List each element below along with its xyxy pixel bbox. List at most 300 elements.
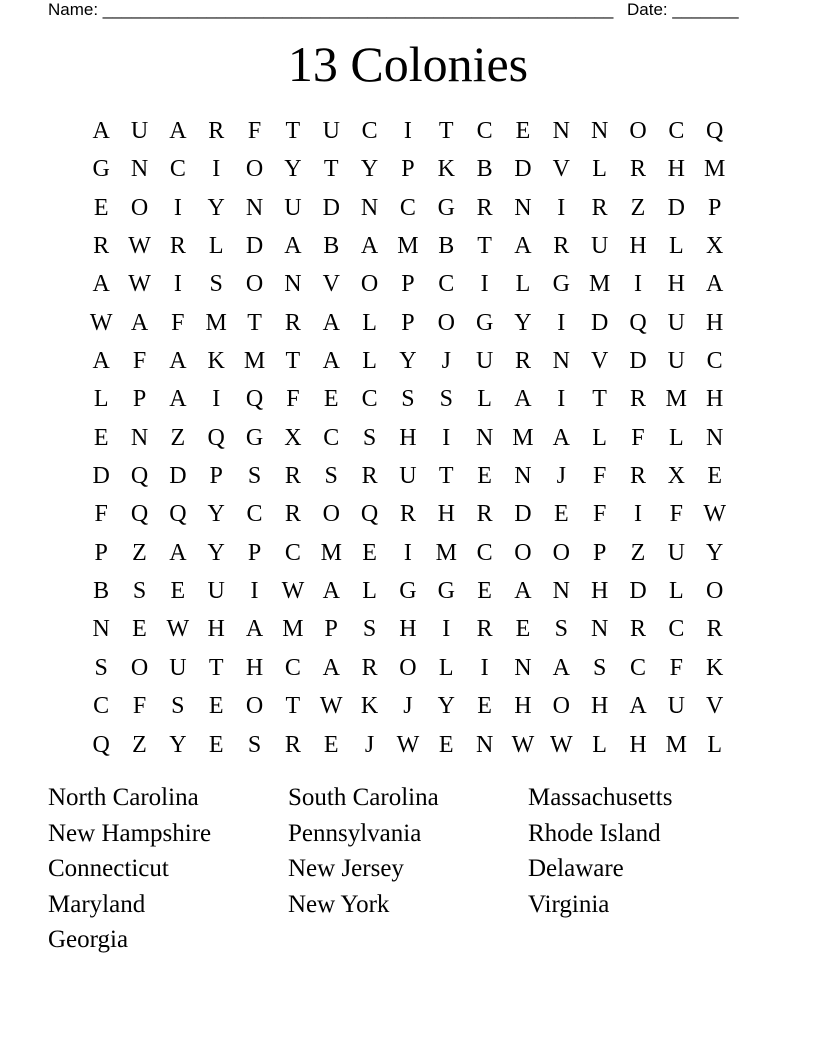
- word-list-item: Rhode Island: [528, 819, 661, 847]
- grid-letter: F: [171, 309, 185, 336]
- grid-row: [82, 227, 734, 265]
- grid-letter: H: [667, 271, 685, 298]
- grid-letter: R: [553, 233, 570, 260]
- grid-letter: U: [667, 348, 685, 375]
- grid-letter: H: [590, 578, 609, 605]
- grid-letter: Y: [207, 501, 225, 528]
- grid-letter: O: [514, 539, 532, 566]
- grid-letter: C: [706, 348, 723, 375]
- grid-letter: R: [169, 233, 186, 260]
- grid-letter: V: [552, 156, 570, 183]
- grid-letter: P: [94, 539, 108, 566]
- grid-letter: N: [590, 616, 609, 643]
- grid-letter: Y: [207, 539, 225, 566]
- grid-letter: I: [480, 654, 489, 681]
- grid-letter: P: [401, 271, 415, 298]
- word-list-item: Connecticut: [48, 855, 169, 883]
- grid-letter: C: [361, 118, 378, 144]
- grid-letter: E: [93, 424, 109, 451]
- grid-letter: E: [515, 118, 531, 144]
- grid-letter: Y: [706, 539, 724, 566]
- grid-letter: N: [552, 578, 570, 605]
- grid-letter: Y: [437, 693, 455, 720]
- grid-letter: M: [397, 233, 419, 260]
- grid-letter: F: [669, 501, 683, 528]
- grid-letter: M: [588, 271, 611, 298]
- grid-letter: W: [511, 731, 535, 758]
- grid-letter: M: [665, 386, 687, 413]
- grid-letter: A: [514, 233, 532, 260]
- grid-letter: U: [667, 309, 685, 336]
- grid-letter: Q: [169, 501, 187, 528]
- grid-letter: R: [93, 233, 110, 260]
- grid-letter: A: [92, 118, 110, 144]
- grid-letter: A: [284, 233, 302, 260]
- grid-letter: L: [668, 233, 684, 260]
- grid-row: [82, 726, 734, 764]
- word-list-item: Massachusetts: [528, 784, 673, 811]
- grid-letter: N: [475, 424, 494, 451]
- grid-letter: E: [208, 693, 224, 720]
- word-list-item: New Jersey: [288, 855, 404, 883]
- grid-letter: G: [245, 424, 264, 451]
- grid-letter: Q: [360, 501, 379, 528]
- grid-letter: M: [704, 156, 726, 183]
- grid-letter: G: [399, 578, 417, 605]
- grid-letter: J: [441, 348, 451, 375]
- grid-letter: C: [438, 271, 455, 298]
- grid-row: [82, 112, 734, 150]
- word-list: [48, 780, 768, 958]
- grid-letter: U: [284, 194, 302, 221]
- word-list-item: Pennsylvania: [288, 819, 422, 847]
- grid-letter: L: [93, 386, 109, 413]
- grid-letter: R: [706, 616, 723, 643]
- page-title: 13 Colonies: [287, 36, 529, 92]
- grid-letter: Z: [170, 424, 186, 451]
- grid-letter: P: [707, 194, 722, 221]
- grid-letter: F: [592, 501, 607, 528]
- grid-letter: Z: [630, 539, 646, 566]
- grid-row: [82, 342, 734, 380]
- grid-letter: W: [89, 309, 113, 336]
- grid-letter: S: [247, 463, 262, 490]
- grid-letter: T: [477, 233, 492, 260]
- grid-letter: O: [360, 271, 379, 298]
- grid-letter: M: [282, 616, 304, 643]
- grid-letter: B: [323, 233, 340, 260]
- grid-letter: L: [668, 578, 684, 605]
- grid-letter: L: [438, 654, 454, 681]
- grid-letter: R: [591, 194, 608, 221]
- grid-row: [82, 687, 734, 725]
- grid-letter: S: [132, 578, 147, 605]
- grid-row: [82, 265, 734, 303]
- grid-letter: O: [437, 309, 455, 336]
- grid-letter: I: [442, 616, 451, 643]
- grid-letter: T: [285, 693, 301, 720]
- grid-letter: I: [212, 156, 221, 183]
- grid-letter: A: [514, 386, 532, 413]
- grid-letter: X: [667, 463, 685, 490]
- grid-letter: E: [438, 731, 454, 758]
- grid-letter: R: [208, 118, 225, 144]
- date-field: Date: _______: [627, 0, 739, 19]
- grid-letter: R: [284, 309, 301, 336]
- grid-letter: D: [667, 194, 685, 221]
- grid-letter: Y: [169, 731, 187, 758]
- grid-letter: I: [403, 118, 412, 144]
- grid-letter: Y: [399, 348, 417, 375]
- grid-letter: W: [166, 616, 190, 643]
- grid-letter: C: [668, 616, 685, 643]
- grid-letter: A: [169, 348, 187, 375]
- grid-letter: B: [476, 156, 493, 183]
- grid-letter: B: [93, 578, 110, 605]
- grid-letter: E: [93, 194, 109, 221]
- grid-letter: H: [514, 693, 532, 720]
- grid-letter: N: [590, 118, 609, 144]
- grid-letter: U: [667, 693, 685, 720]
- grid-letter: N: [514, 463, 532, 490]
- grid-letter: E: [477, 693, 492, 720]
- grid-letter: D: [629, 578, 647, 605]
- grid-letter: Q: [130, 463, 149, 490]
- grid-letter: L: [668, 424, 684, 451]
- grid-letter: I: [250, 578, 259, 605]
- grid-letter: E: [323, 731, 339, 758]
- grid-letter: E: [132, 616, 147, 643]
- grid-letter: C: [93, 693, 110, 720]
- grid-letter: C: [629, 654, 646, 681]
- grid-letter: T: [285, 118, 301, 144]
- grid-letter: O: [245, 693, 264, 720]
- grid-letter: R: [514, 348, 531, 375]
- grid-letter: R: [629, 386, 646, 413]
- grid-letter: K: [437, 156, 455, 183]
- grid-letter: L: [477, 386, 492, 413]
- grid-letter: N: [706, 424, 724, 451]
- grid-letter: L: [362, 348, 377, 375]
- grid-letter: O: [552, 693, 570, 720]
- grid-letter: E: [170, 578, 186, 605]
- grid-letter: D: [514, 156, 532, 183]
- grid-letter: P: [401, 309, 415, 336]
- grid-letter: T: [438, 463, 454, 490]
- grid-letter: A: [360, 233, 379, 260]
- grid-letter: L: [592, 731, 607, 758]
- grid-letter: P: [209, 463, 223, 490]
- grid-letter: Q: [629, 309, 647, 336]
- grid-letter: W: [128, 271, 151, 298]
- grid-letter: N: [130, 424, 149, 451]
- grid-letter: I: [403, 539, 412, 566]
- grid-letter: J: [364, 731, 375, 758]
- grid-letter: H: [667, 156, 685, 183]
- grid-letter: O: [552, 539, 570, 566]
- grid-letter: A: [322, 654, 340, 681]
- grid-letter: U: [130, 118, 149, 144]
- grid-letter: P: [247, 539, 262, 566]
- grid-letter: S: [362, 616, 377, 643]
- grid-letter: Y: [514, 309, 532, 336]
- grid-letter: E: [515, 616, 531, 643]
- grid-letter: A: [514, 578, 532, 605]
- grid-letter: V: [322, 271, 340, 298]
- grid-letter: N: [514, 194, 532, 221]
- grid-letter: S: [209, 271, 223, 298]
- grid-letter: S: [592, 654, 607, 681]
- grid-letter: Q: [245, 386, 264, 413]
- grid-letter: G: [437, 578, 455, 605]
- grid-letter: R: [361, 463, 378, 490]
- grid-letter: W: [281, 578, 305, 605]
- grid-letter: L: [515, 271, 531, 298]
- grid-letter: T: [592, 386, 607, 413]
- grid-letter: P: [401, 156, 415, 183]
- word-list-item: Delaware: [528, 855, 624, 883]
- grid-letter: A: [552, 424, 570, 451]
- grid-letter: Q: [92, 731, 110, 758]
- word-list-item: Virginia: [528, 890, 610, 918]
- grid-letter: Q: [706, 118, 724, 144]
- grid-letter: R: [284, 463, 301, 490]
- grid-letter: W: [703, 501, 726, 528]
- grid-row: [82, 150, 734, 188]
- name-field: Name: ______________________________________________________: [48, 0, 614, 19]
- grid-letter: E: [323, 386, 339, 413]
- grid-letter: I: [480, 271, 489, 298]
- grid-letter: D: [169, 463, 187, 490]
- grid-letter: U: [207, 578, 225, 605]
- grid-letter: M: [665, 731, 687, 758]
- grid-letter: H: [629, 233, 647, 260]
- grid-letter: Z: [132, 539, 147, 566]
- grid-letter: O: [130, 654, 149, 681]
- grid-letter: H: [399, 616, 417, 643]
- grid-letter: C: [476, 539, 493, 566]
- grid-letter: A: [322, 309, 340, 336]
- grid-letter: G: [475, 309, 494, 336]
- grid-letter: S: [554, 616, 568, 643]
- grid-letter: D: [514, 501, 532, 528]
- grid-letter: V: [706, 693, 724, 720]
- grid-letter: D: [322, 194, 340, 221]
- grid-letter: L: [362, 309, 377, 336]
- grid-letter: U: [399, 463, 417, 490]
- grid-letter: J: [556, 463, 566, 490]
- grid-letter: C: [284, 539, 301, 566]
- grid-letter: Y: [207, 194, 225, 221]
- grid-letter: A: [245, 616, 264, 643]
- grid-letter: O: [322, 501, 340, 528]
- grid-letter: O: [706, 578, 724, 605]
- grid-letter: N: [360, 194, 379, 221]
- grid-letter: T: [247, 309, 262, 336]
- grid-letter: F: [669, 654, 683, 681]
- grid-row: [82, 189, 734, 227]
- grid-letter: H: [437, 501, 455, 528]
- grid-letter: O: [399, 654, 417, 681]
- grid-row: [82, 649, 734, 687]
- word-list-item: New Hampshire: [48, 819, 212, 847]
- grid-letter: M: [205, 309, 227, 336]
- grid-letter: I: [173, 271, 182, 298]
- grid-letter: F: [132, 348, 147, 375]
- grid-letter: F: [132, 693, 147, 720]
- grid-letter: M: [243, 348, 266, 375]
- grid-letter: P: [132, 386, 147, 413]
- grid-letter: W: [396, 731, 420, 758]
- grid-letter: A: [169, 539, 187, 566]
- grid-row: [82, 572, 734, 610]
- grid-letter: H: [399, 424, 417, 451]
- grid-letter: E: [208, 731, 224, 758]
- grid-letter: F: [247, 118, 262, 144]
- grid-letter: S: [94, 654, 108, 681]
- grid-letter: N: [92, 616, 110, 643]
- grid-letter: N: [475, 731, 494, 758]
- grid-letter: H: [629, 731, 647, 758]
- grid-letter: M: [320, 539, 342, 566]
- word-list-item: New York: [288, 890, 390, 918]
- grid-letter: E: [553, 501, 569, 528]
- grid-letter: E: [477, 578, 492, 605]
- grid-letter: C: [169, 156, 186, 183]
- grid-letter: C: [399, 194, 416, 221]
- grid-letter: S: [171, 693, 185, 720]
- grid-letter: W: [319, 693, 343, 720]
- grid-letter: R: [284, 731, 301, 758]
- grid-row: [82, 534, 734, 572]
- grid-letter: A: [130, 309, 149, 336]
- grid-letter: S: [362, 424, 377, 451]
- grid-letter: T: [208, 654, 224, 681]
- grid-letter: R: [361, 654, 378, 681]
- grid-letter: D: [245, 233, 264, 260]
- grid-letter: X: [284, 424, 302, 451]
- grid-letter: K: [207, 348, 225, 375]
- grid-letter: G: [437, 194, 455, 221]
- grid-letter: N: [552, 348, 570, 375]
- grid-letter: V: [590, 348, 609, 375]
- grid-letter: C: [323, 424, 340, 451]
- word-list-item: Maryland: [48, 890, 146, 918]
- grid-letter: I: [173, 194, 182, 221]
- grid-letter: U: [169, 654, 187, 681]
- grid-letter: C: [476, 118, 493, 144]
- grid-letter: S: [439, 386, 453, 413]
- grid-letter: H: [706, 309, 724, 336]
- grid-letter: L: [208, 233, 224, 260]
- grid-letter: C: [246, 501, 263, 528]
- grid-letter: Q: [130, 501, 149, 528]
- grid-letter: G: [92, 156, 110, 183]
- grid-letter: W: [549, 731, 573, 758]
- grid-letter: N: [130, 156, 149, 183]
- grid-row: [82, 419, 734, 457]
- grid-letter: X: [706, 233, 724, 260]
- grid-letter: A: [92, 348, 110, 375]
- grid-letter: I: [442, 424, 451, 451]
- grid-letter: U: [590, 233, 609, 260]
- grid-letter: N: [245, 194, 264, 221]
- grid-letter: F: [94, 501, 108, 528]
- grid-letter: B: [438, 233, 455, 260]
- grid-letter: W: [128, 233, 151, 260]
- grid-letter: R: [476, 194, 493, 221]
- grid-letter: K: [706, 654, 724, 681]
- grid-letter: R: [476, 501, 493, 528]
- grid-letter: O: [245, 271, 264, 298]
- grid-letter: O: [130, 194, 149, 221]
- grid-letter: O: [629, 118, 647, 144]
- grid-letter: Z: [630, 194, 646, 221]
- grid-letter: I: [212, 386, 221, 413]
- grid-letter: D: [92, 463, 110, 490]
- grid-letter: M: [435, 539, 457, 566]
- grid-letter: R: [284, 501, 301, 528]
- grid-letter: L: [592, 424, 607, 451]
- word-list-item: South Carolina: [288, 784, 439, 811]
- grid-letter: R: [399, 501, 416, 528]
- grid-letter: D: [629, 348, 647, 375]
- grid-letter: I: [557, 309, 566, 336]
- grid-letter: D: [590, 309, 609, 336]
- grid-letter: F: [286, 386, 300, 413]
- grid-letter: Z: [132, 731, 147, 758]
- grid-letter: R: [629, 156, 646, 183]
- grid-letter: S: [401, 386, 415, 413]
- grid-letter: F: [592, 463, 607, 490]
- grid-letter: Y: [360, 156, 379, 183]
- grid-letter: E: [362, 539, 377, 566]
- grid-letter: A: [322, 578, 340, 605]
- grid-letter: M: [512, 424, 534, 451]
- grid-row: [82, 495, 734, 533]
- grid-letter: Q: [207, 424, 225, 451]
- grid-letter: L: [707, 731, 722, 758]
- grid-letter: H: [706, 386, 724, 413]
- grid-letter: U: [475, 348, 494, 375]
- grid-letter: H: [207, 616, 225, 643]
- grid-letter: T: [438, 118, 454, 144]
- grid-letter: A: [706, 271, 724, 298]
- grid-row: [82, 304, 734, 342]
- grid-letter: F: [631, 424, 645, 451]
- grid-letter: A: [552, 654, 570, 681]
- grid-row: [82, 457, 734, 495]
- grid-letter: E: [477, 463, 492, 490]
- grid-letter: T: [285, 348, 301, 375]
- grid-letter: N: [552, 118, 570, 144]
- grid-letter: L: [592, 156, 607, 183]
- grid-letter: C: [284, 654, 301, 681]
- grid-letter: E: [707, 463, 722, 490]
- grid-letter: I: [633, 271, 642, 298]
- grid-letter: A: [169, 386, 187, 413]
- word-list-item: North Carolina: [48, 784, 199, 811]
- grid-letter: S: [247, 731, 262, 758]
- grid-letter: A: [169, 118, 187, 144]
- grid-letter: P: [592, 539, 607, 566]
- grid-letter: N: [284, 271, 302, 298]
- grid-letter: J: [403, 693, 413, 720]
- grid-letter: R: [629, 463, 646, 490]
- grid-letter: P: [324, 616, 338, 643]
- grid-letter: A: [322, 348, 340, 375]
- grid-row: [82, 610, 734, 648]
